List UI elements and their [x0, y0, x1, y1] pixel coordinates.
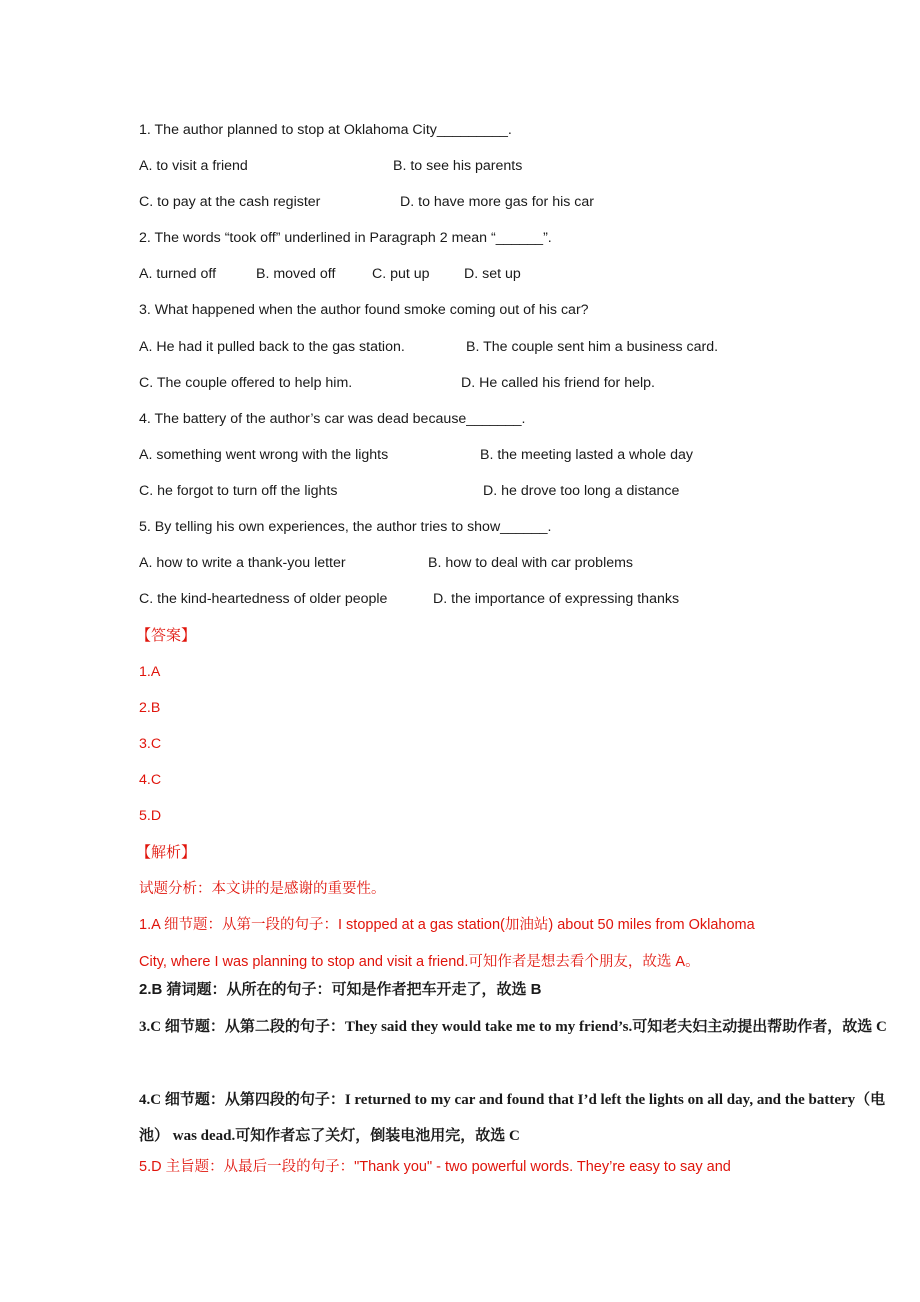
question-1-option-c: C. to pay at the cash register [139, 194, 321, 210]
question-4-option-b: B. the meeting lasted a whole day [480, 447, 693, 463]
analysis-intro: 试题分析：本文讲的是感谢的重要性。 [139, 881, 386, 897]
question-1-option-b: B. to see his parents [393, 158, 523, 174]
question-3-option-c: C. The couple offered to help him. [139, 375, 353, 391]
answer-2: 2.B [139, 700, 161, 716]
analysis-answer-1-line-2: City, where I was planning to stop and visit a friend.可知作者是想去看个朋友，故选 A。 [139, 954, 700, 970]
analysis-answer-5: 5.D 主旨题：从最后一段的句子："Thank you" - two powerful words. They’re easy to say and [139, 1159, 731, 1175]
question-2-option-c: C. put up [372, 266, 430, 282]
analysis-answer-3: 3.C 细节题：从第二段的句子：They said they would take me to my friend’s.可知老夫妇主动提出帮助作者，故选 C [139, 1019, 887, 1035]
question-5-stem: 5. By telling his own experiences, the author tries to show______. [139, 519, 552, 535]
analysis-heading: 【解析】 [136, 843, 197, 861]
question-4-option-d: D. he drove too long a distance [483, 483, 680, 499]
answer-heading: 【答案】 [136, 626, 197, 644]
question-3-option-d: D. He called his friend for help. [461, 375, 655, 391]
answer-4: 4.C [139, 772, 162, 788]
question-3-stem: 3. What happened when the author found smoke coming out of his car? [139, 302, 589, 318]
question-4-option-a: A. something went wrong with the lights [139, 447, 389, 463]
analysis-answer-4: 4.C 细节题：从第四段的句子：I returned to my car and found that I’d left the lights on all day, and the battery（电池） was dead.可知作者忘了关灯，倒装电池用完，故选 C [139, 1092, 886, 1144]
question-2-option-d: D. set up [464, 266, 521, 282]
question-4-stem: 4. The battery of the author’s car was dead because_______. [139, 411, 526, 427]
question-2-option-b: B. moved off [256, 266, 336, 282]
question-2-stem: 2. The words “took off” underlined in Paragraph 2 mean “______”. [139, 230, 552, 246]
analysis-answer-2: 2.B 猜词题：从所在的句子：可知是作者把车开走了，故选 B [139, 981, 542, 998]
analysis-answer-1-line-1: 1.A 细节题：从第一段的句子：I stopped at a gas station(加油站) about 50 miles from Oklahoma [139, 917, 755, 933]
question-4-option-c: C. he forgot to turn off the lights [139, 483, 338, 499]
answer-5: 5.D [139, 808, 162, 824]
answer-3: 3.C [139, 736, 162, 752]
question-5-option-c: C. the kind-heartedness of older people [139, 591, 388, 607]
answer-1: 1.A [139, 664, 161, 680]
question-5-option-d: D. the importance of expressing thanks [433, 591, 680, 607]
question-3-option-b: B. The couple sent him a business card. [466, 339, 719, 355]
question-1-stem: 1. The author planned to stop at Oklahoma City_________. [139, 122, 512, 138]
question-1-option-d: D. to have more gas for his car [400, 194, 594, 210]
question-2-option-a: A. turned off [139, 266, 217, 282]
question-1-option-a: A. to visit a friend [139, 158, 248, 174]
question-5-option-a: A. how to write a thank-you letter [139, 555, 346, 571]
question-3-option-a: A. He had it pulled back to the gas station. [139, 339, 405, 355]
question-5-option-b: B. how to deal with car problems [428, 555, 634, 571]
